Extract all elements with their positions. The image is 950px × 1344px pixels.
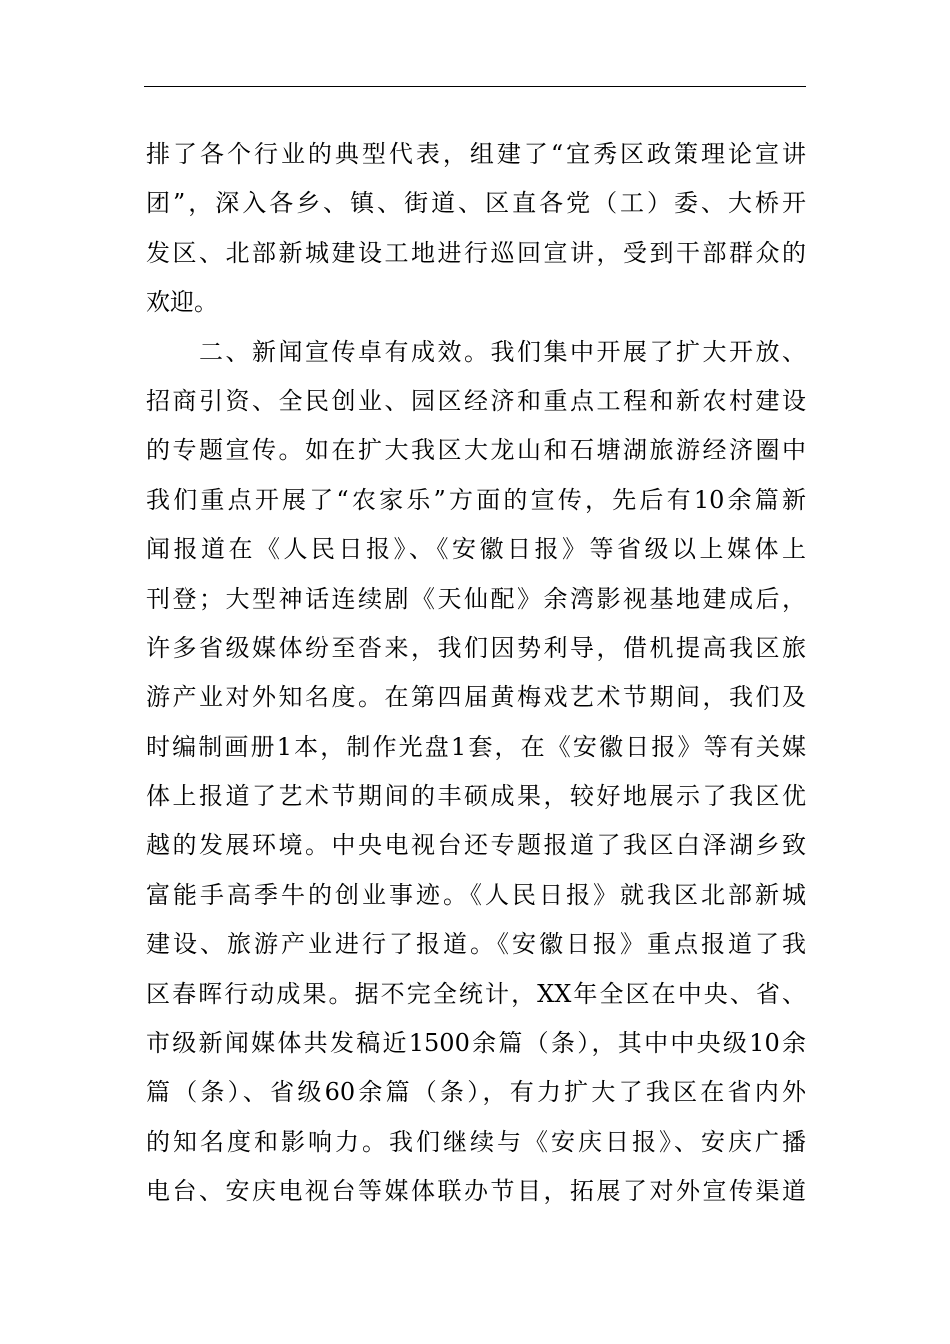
text-line: 的专题宣传。如在扩大我区大龙山和石塘湖旅游经济圈中 <box>146 436 806 465</box>
text-line: 体上报道了艺术节期间的丰硕成果，较好地展示了我区优 <box>146 782 806 811</box>
text-line: 二、新闻宣传卓有成效。我们集中开展了扩大开放、 <box>146 337 806 366</box>
text-line: 团”，深入各乡、镇、街道、区直各党（工）委、大桥开 <box>146 189 806 218</box>
text-line: 排了各个行业的典型代表，组建了“宜秀区政策理论宣讲 <box>146 140 806 168</box>
text-line: 市级新闻媒体共发稿近1500余篇（条），其中中央级10余 <box>146 1029 806 1058</box>
text-line: 招商引资、全民创业、园区经济和重点工程和新农村建设 <box>146 386 806 415</box>
text-line: 我们重点开展了“农家乐”方面的宣传，先后有10余篇新 <box>146 485 806 514</box>
text-line: 刊登；大型神话连续剧《天仙配》余湾影视基地建成后， <box>146 584 806 613</box>
text-line: 闻报道在《人民日报》、《安徽日报》等省级以上媒体上 <box>146 535 806 564</box>
text-line: 游产业对外知名度。在第四届黄梅戏艺术节期间，我们及 <box>146 683 806 712</box>
text-line: 欢迎。 <box>146 288 218 317</box>
text-line: 的知名度和影响力。我们继续与《安庆日报》、安庆广播 <box>146 1127 806 1156</box>
text-line: 篇（条）、省级60余篇（条），有力扩大了我区在省内外 <box>146 1078 806 1107</box>
text-line: 区春晖行动成果。据不完全统计，XX年全区在中央、省、 <box>146 979 806 1008</box>
header-rule <box>144 86 806 87</box>
text-line: 建设、旅游产业进行了报道。《安徽日报》重点报道了我 <box>146 930 806 959</box>
text-line: 越的发展环境。中央电视台还专题报道了我区白泽湖乡致 <box>146 831 806 860</box>
text-line: 时编制画册1本，制作光盘1套，在《安徽日报》等有关媒 <box>146 732 806 761</box>
text-line: 许多省级媒体纷至沓来，我们因势利导，借机提高我区旅 <box>146 633 806 662</box>
text-line: 发区、北部新城建设工地进行巡回宣讲，受到干部群众的 <box>146 238 806 267</box>
text-line: 电台、安庆电视台等媒体联办节目，拓展了对外宣传渠道 <box>146 1177 806 1206</box>
body-text <box>146 130 806 1217</box>
text-line: 富能手高季牛的创业事迹。《人民日报》就我区北部新城 <box>146 880 806 909</box>
